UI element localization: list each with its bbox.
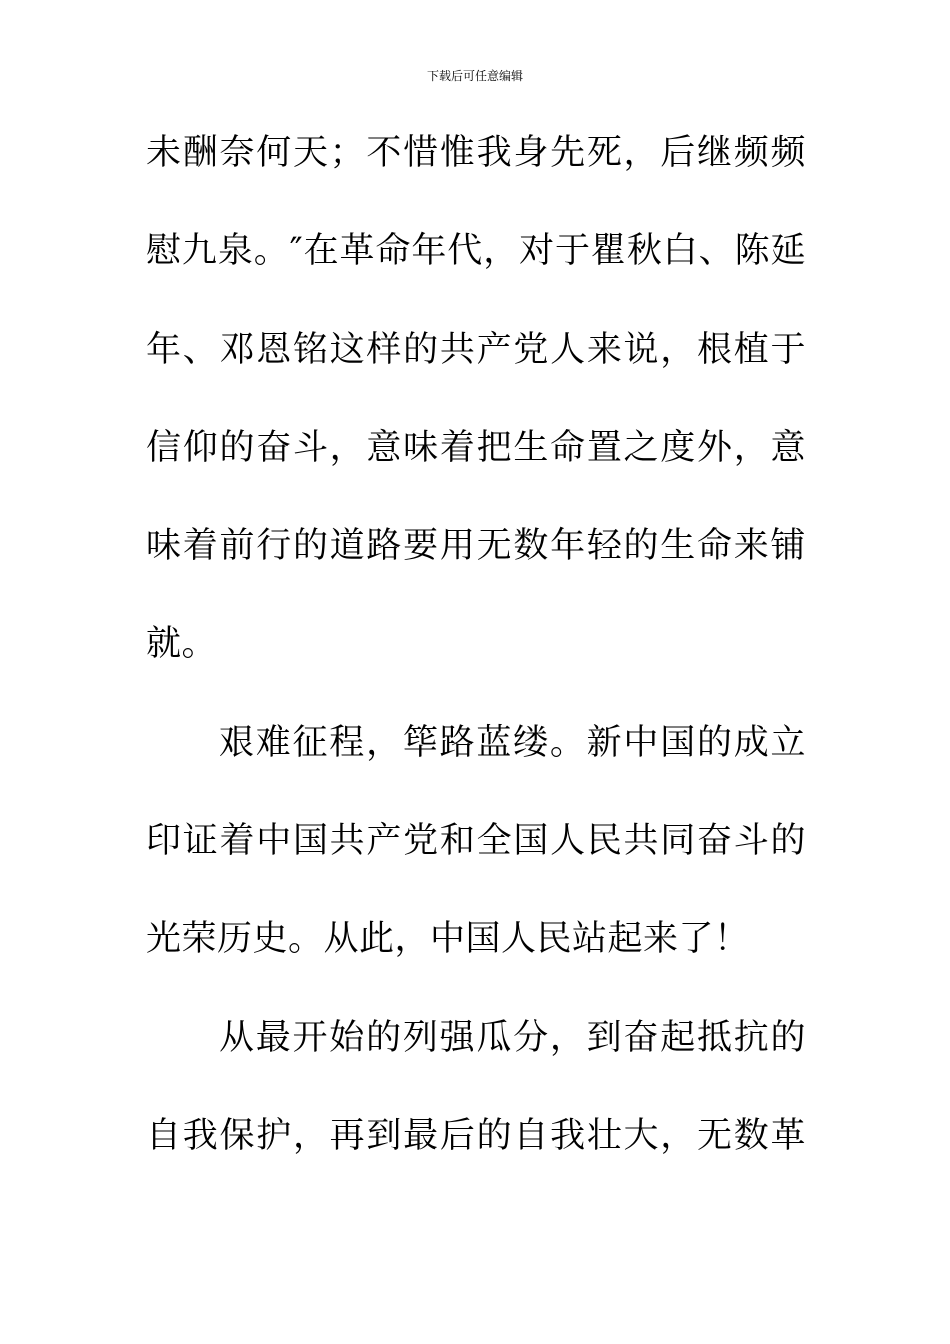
paragraph-first-line: 从最开始的列强瓜分，到奋起抵抗的 xyxy=(219,1017,806,1058)
text-line: 年、邓恩铭这样的共产党人来说，根植于 xyxy=(146,329,806,370)
text-line: 慰九泉。″在革命年代，对于瞿秋白、陈延 xyxy=(146,231,806,272)
text-line: 光荣历史。从此，中国人民站起来了！ xyxy=(146,919,750,960)
text-line: 味着前行的道路要用无数年轻的生命来铺 xyxy=(146,526,806,567)
text-line: 自我保护，再到最后的自我壮大，无数革 xyxy=(146,1115,806,1156)
text-line: 未酬奈何天；不惜惟我身先死，后继频频 xyxy=(146,133,806,173)
paragraph-first-line: 艰难征程，筚路蓝缕。新中国的成立 xyxy=(219,722,806,763)
text-line: 印证着中国共产党和全国人民共同奋斗的 xyxy=(146,821,806,862)
page-header xyxy=(0,68,950,84)
text-line: 信仰的奋斗，意味着把生命置之度外，意 xyxy=(146,427,806,468)
text-line: 就。 xyxy=(146,624,218,665)
header-text: 下载后可任意编辑 xyxy=(426,69,523,83)
document-body xyxy=(146,123,806,1204)
